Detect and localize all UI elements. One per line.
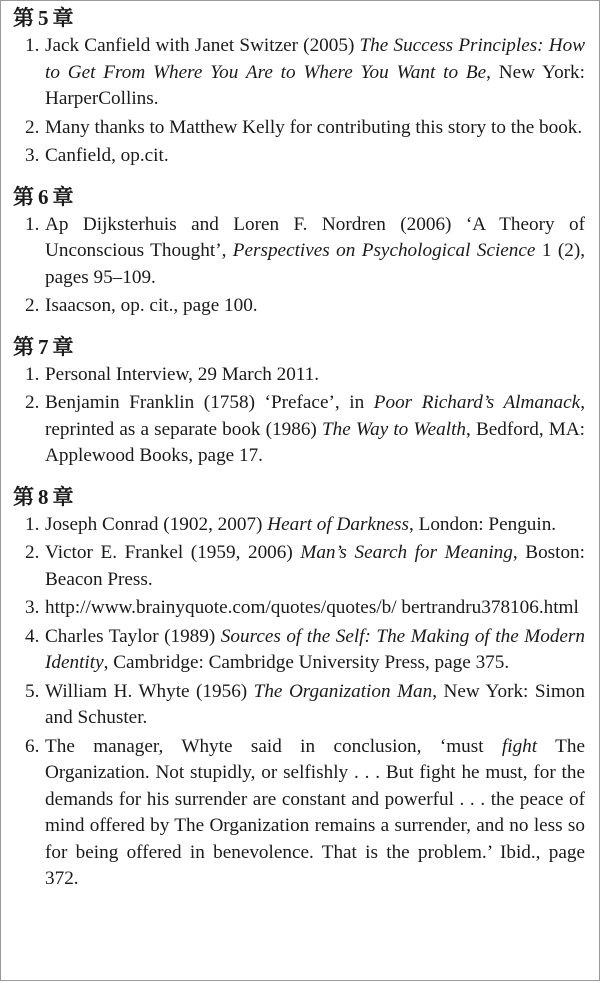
note-item [13, 624, 585, 677]
chapter-prefix: 第 [13, 6, 35, 30]
note-number: 1. [25, 513, 40, 535]
note-number: 2. [25, 295, 40, 316]
note-title-italic: The Organization Man [253, 680, 433, 702]
note-number: 2. [25, 116, 40, 138]
chapter-suffix: 章 [52, 334, 75, 359]
chapter-suffix: 章 [52, 6, 75, 30]
note-number: 1. [25, 363, 40, 385]
chapter-5-section [13, 5, 585, 170]
note-number: 6. [25, 735, 40, 757]
note-title-italic: The Success Principles: How to Get From Where You Are to Where You Want to Be [45, 35, 585, 83]
note-url: http://www.brainyquote.com/quotes/quotes/b/ bertrandru378106.html [45, 597, 579, 618]
note-text: Isaacson, op. cit., page 100. [45, 295, 258, 316]
note-item [13, 595, 585, 622]
note-text: Canfield, op.cit. [45, 145, 169, 166]
note-text: Joseph Conrad (1902, 2007) [45, 513, 268, 535]
note-title-italic: Sources of the Self: The Making of the Modern Identity [45, 625, 585, 673]
chapter-number: 5 [38, 6, 50, 30]
note-item [13, 540, 585, 593]
note-number: 2. [25, 542, 40, 563]
note-item [13, 33, 585, 113]
note-title-italic: Heart of Darkness [267, 513, 409, 535]
note-number: 1. [25, 35, 40, 56]
note-text: , Bedford, MA: Applewood Books, page 17. [45, 418, 586, 466]
note-text: The Organization. Not stupidly, or selfishly . . . But fight he must, for the demands for his surrender are constant and powerful . . . the peace of mind offered by The Organization remains a surrender, and no less so for being offered in benevolence. That is the problem.’ Ibid., page 372. [45, 735, 585, 889]
note-number: 2. [25, 392, 40, 413]
note-item [13, 212, 585, 292]
note-list [13, 512, 585, 893]
note-text: Victor E. Frankel (1959, 2006) [45, 542, 301, 563]
note-number: 5. [25, 680, 40, 702]
chapter-prefix: 第 [13, 334, 35, 359]
note-item [13, 390, 585, 470]
note-text: , Boston: Beacon Press. [45, 542, 585, 590]
chapter-prefix: 第 [13, 184, 35, 209]
note-title-italic: Perspectives on Psychological Science [232, 240, 536, 261]
note-item [13, 512, 585, 539]
chapter-heading [13, 484, 585, 510]
chapter-suffix: 章 [52, 184, 75, 209]
note-item [13, 115, 585, 142]
note-text: , New York: HarperCollins. [45, 61, 585, 109]
note-text: Many thanks to Matthew Kelly for contributing this story to the book. [45, 116, 583, 138]
note-number: 3. [25, 145, 40, 166]
note-list [13, 33, 585, 170]
note-text: Charles Taylor (1989) [45, 625, 221, 647]
note-item [13, 293, 585, 320]
note-text: , London: Penguin. [409, 513, 557, 535]
note-text: Benjamin Franklin (1758) ‘Preface’, in [45, 392, 374, 413]
note-number: 1. [25, 213, 40, 235]
chapter-8-section [13, 484, 585, 893]
note-list [13, 362, 585, 470]
note-text: Jack Canfield with Janet Switzer (2005) [45, 35, 360, 56]
note-item [13, 734, 585, 893]
note-title-italic: Man’s Search for Meaning [300, 542, 513, 563]
note-text: Personal Interview, 29 March 2011. [45, 363, 320, 385]
chapter-heading [13, 184, 585, 210]
chapter-heading [13, 334, 585, 360]
chapter-6-section [13, 184, 585, 320]
note-number: 4. [25, 625, 40, 647]
note-title-italic: Poor Richard’s Almanack [373, 392, 581, 413]
chapter-heading [13, 5, 585, 31]
note-text: Ap Dijksterhuis and Loren F. Nordren (2006) ‘A Theory of Unconscious Thought’, [45, 213, 585, 261]
chapter-prefix: 第 [13, 484, 35, 509]
note-text: 1 (2), pages 95–109. [45, 240, 586, 288]
note-text: William H. Whyte (1956) [45, 680, 254, 702]
chapter-number: 7 [38, 334, 50, 359]
note-item [13, 679, 585, 732]
note-text: , Cambridge: Cambridge University Press, page 375. [103, 652, 510, 673]
note-text: The manager, Whyte said in conclusion, ‘must [45, 735, 502, 757]
note-emphasis-italic: fight [501, 735, 538, 757]
note-item [13, 362, 585, 389]
note-text: , New York: Simon and Schuster. [45, 680, 585, 728]
chapter-suffix: 章 [52, 484, 75, 509]
note-number: 3. [25, 597, 40, 618]
note-list [13, 212, 585, 320]
chapter-7-section [13, 334, 585, 470]
chapter-number: 8 [38, 484, 50, 509]
note-text: , reprinted as a separate book (1986) [45, 392, 585, 440]
note-item [13, 143, 585, 170]
chapter-number: 6 [38, 184, 50, 209]
note-title-italic: The Way to Wealth [321, 418, 467, 440]
